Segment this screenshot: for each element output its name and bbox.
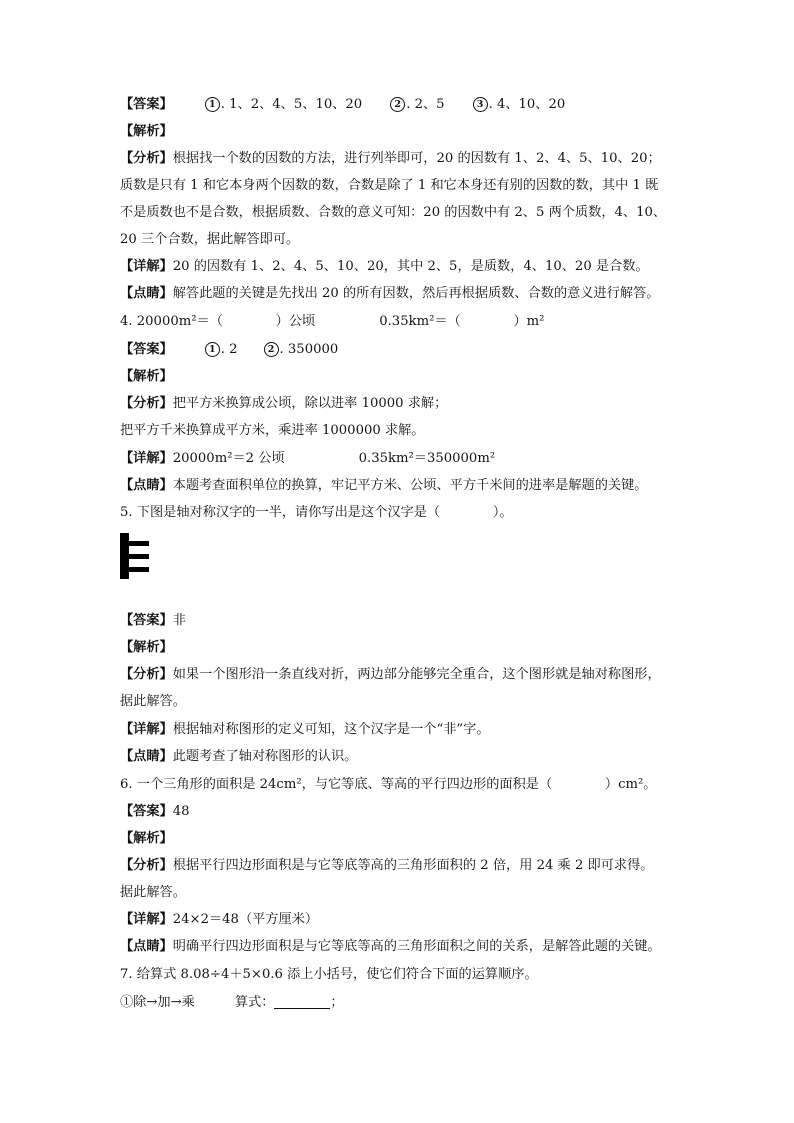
q5-dianjing-line (120, 747, 357, 767)
q4-xiangjie-line (120, 449, 495, 469)
q7-item1-end: ； (330, 995, 344, 1010)
xiangjie-tag: 【详解】 (120, 722, 173, 737)
q5-question-line: 5. 下图是轴对称汉字的一半，请你写出是这个汉字是（ ）。 (120, 505, 513, 520)
q6-dianjing-text: 明确平行四边形面积是与它等底等高的三角形面积之间的关系，是解答此题的关键。 (172, 939, 661, 954)
answer-tag: 【答案】 (120, 613, 173, 628)
q3-dianjing-text: 解答此题的关键是先找出 20 的所有因数，然后再根据质数、合数的意义进行解答。 (172, 286, 660, 301)
q6-fenxi-line-1 (120, 856, 653, 876)
dianjing-tag: 【点睛】 (120, 478, 173, 493)
q4-answer-line (120, 340, 338, 360)
analysis-tag: 【解析】 (120, 124, 173, 139)
fenxi-tag: 【分析】 (120, 667, 173, 682)
analysis-tag: 【解析】 (120, 640, 173, 655)
q3-answer-2: . 2、5 (406, 97, 445, 112)
analysis-tag: 【解析】 (120, 831, 173, 846)
q4-question-a: 4. 20000m²＝（ ）公顷 (120, 314, 316, 329)
q3-xiangjie-line (120, 257, 649, 277)
q5-answer: 非 (172, 613, 186, 628)
q6-xiangjie-text: 24×2＝48（平方厘米） (172, 912, 319, 927)
q4-dianjing-text: 本题考查面积单位的换算，牢记平方米、公顷、平方千米间的进率是解题的关键。 (172, 478, 648, 493)
q3-dianjing-line (120, 284, 659, 304)
q3-answer-3: . 4、10、20 (488, 97, 566, 112)
q5-xiangjie-line (120, 720, 490, 740)
fenxi-tag: 【分析】 (120, 396, 173, 411)
q4-fenxi-text: 把平方米换算成公顷，除以进率 10000 求解； (172, 396, 448, 411)
q3-fenxi-line-2: 质数是只有 1 和它本身两个因数的数，合数是除了 1 和它本身还有别的因数的数，其中 1 既 (120, 178, 659, 193)
q4-fenxi-line-1 (120, 394, 447, 414)
q5-answer-line (120, 611, 186, 631)
q3-xiangjie-text: 20 的因数有 1、2、4、5、10、20，其中 2、5，是质数，4、10、20 是合数。 (172, 259, 649, 274)
q4-fenxi-line-2: 把平方千米换算成平方米，乘进率 1000000 求解。 (120, 423, 425, 438)
answer-tag: 【答案】 (120, 97, 173, 112)
q4-question-line (120, 312, 544, 332)
q3-answer-line (120, 95, 565, 115)
q3-answer-1: . 1、2、4、5、10、20 (220, 97, 363, 112)
q3-fenxi-text-1: 根据找一个数的因数的方法，进行列举即可，20 的因数有 1、2、4、5、10、20； (172, 151, 661, 166)
q6-dianjing-line (120, 937, 661, 957)
q6-answer-line (120, 802, 190, 822)
q4-answer-2: . 350000 (279, 342, 339, 357)
q6-fenxi-text: 根据平行四边形面积是与它等底等高的三角形面积的 2 倍，用 24 乘 2 即可求得。 (172, 858, 654, 873)
q3-fenxi-line-4: 20 三个合数，据此解答即可。 (120, 232, 300, 247)
q6-fenxi-line-2: 据此解答。 (120, 885, 186, 900)
analysis-tag: 【解析】 (120, 369, 173, 384)
dianjing-tag: 【点睛】 (120, 749, 173, 764)
q4-answer-1: . 2 (220, 342, 238, 357)
q5-fenxi-text: 如果一个图形沿一条直线对折，两边部分能够完全重合，这个图形就是轴对称图形， (172, 667, 661, 682)
q6-xiangjie-line (120, 910, 318, 930)
xiangjie-tag: 【详解】 (120, 912, 173, 927)
fenxi-tag: 【分析】 (120, 151, 173, 166)
answer-blank (274, 994, 330, 1009)
circled-number-3: 3 (473, 97, 488, 112)
q4-question-b: 0.35km²＝（ ）m² (379, 314, 545, 329)
q6-answer: 48 (172, 804, 190, 819)
circled-number-1: 1 (205, 97, 220, 112)
circled-number-2: 2 (390, 97, 405, 112)
q7-item-1 (120, 993, 344, 1013)
q6-question-line: 6. 一个三角形的面积是 24cm²，与它等底、等高的平行四边形的面积是（ ）cm²。 (120, 777, 657, 792)
q3-fenxi-line-3: 不是质数也不是合数，根据质数、合数的意义可知：20 的因数中有 2、5 两个质数，4、10、 (120, 205, 667, 220)
q7-item1-formula-label: 算式： (234, 995, 275, 1010)
xiangjie-tag: 【详解】 (120, 259, 173, 274)
circled-number-1: 1 (205, 342, 220, 357)
q7-item1-label: ①除→加→乘 (120, 995, 195, 1010)
q5-xiangjie-text: 根据轴对称图形的定义可知，这个汉字是一个“非”字。 (172, 722, 490, 737)
xiangjie-tag: 【详解】 (120, 451, 173, 466)
fenxi-tag: 【分析】 (120, 858, 173, 873)
q3-fenxi-line-1 (120, 149, 661, 169)
answer-tag: 【答案】 (120, 804, 173, 819)
q5-dianjing-text: 此题考查了轴对称图形的认识。 (172, 749, 358, 764)
answer-tag: 【答案】 (120, 342, 173, 357)
dianjing-tag: 【点睛】 (120, 286, 173, 301)
circled-number-2: 2 (264, 342, 279, 357)
q7-question-line: 7. 给算式 8.08÷4＋5×0.6 添上小括号，使它们符合下面的运算顺序。 (120, 967, 538, 982)
q5-fenxi-line-1 (120, 665, 661, 685)
half-character-figure (120, 533, 154, 579)
q5-fenxi-line-2: 据此解答。 (120, 694, 186, 709)
dianjing-tag: 【点睛】 (120, 939, 173, 954)
q4-dianjing-line (120, 476, 648, 496)
q4-xiangjie-a: 20000m²＝2 公顷 (172, 451, 285, 466)
q4-xiangjie-b: 0.35km²＝350000m² (358, 451, 496, 466)
